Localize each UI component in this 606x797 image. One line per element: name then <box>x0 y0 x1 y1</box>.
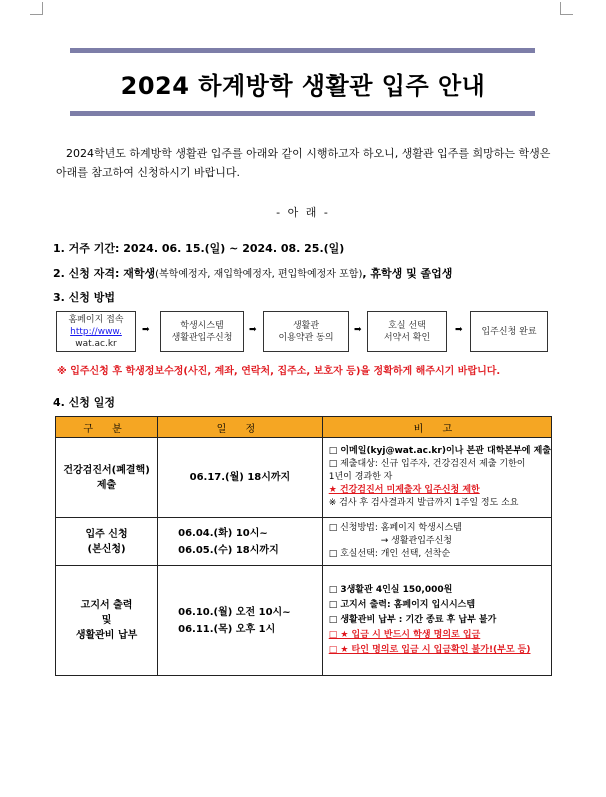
row-schedule <box>158 518 323 566</box>
step-label: 생활관 <box>292 320 320 331</box>
category-line: 제출 <box>96 479 117 491</box>
table-row <box>56 518 552 566</box>
category-line: 입주 신청 <box>85 528 128 540</box>
category-line: (본신청) <box>87 543 126 555</box>
schedule-table <box>55 416 552 676</box>
schedule-heading: 4. 신청 일정 <box>53 396 115 409</box>
row-schedule <box>158 438 323 518</box>
category-line: 건강검진서(폐결핵) <box>63 464 150 476</box>
schedule-line: 06.05.(수) 18시까지 <box>178 544 279 556</box>
note-line: □ 신청방법: 홈페이지 학생시스템 <box>328 523 462 533</box>
arrow-icon: ➡ <box>249 325 257 335</box>
note-line: □ 제출대상: 신규 입주자, 건강검진서 제출 기한이 <box>328 459 526 469</box>
step-label: 서약서 확인 <box>383 332 431 343</box>
schedule-line: 06.11.(목) 오후 1시 <box>178 623 276 635</box>
step-complete <box>470 311 548 352</box>
note-line: ※ 검사 후 검사결과지 발급까지 1주일 정도 소요 <box>328 498 519 508</box>
method-heading: 3. 신청 방법 <box>53 291 115 304</box>
note-line: → 생활관입주신청 <box>380 536 452 546</box>
eligibility-line <box>53 265 452 281</box>
table-row <box>56 438 552 518</box>
category-line: 생활관비 납부 <box>75 630 138 641</box>
note-line: □ 이메일(kyj@wat.ac.kr)이나 본관 대학본부에 제출 <box>328 446 551 456</box>
table-header-row <box>56 417 552 438</box>
title-bar-top <box>70 48 535 53</box>
step-label: wat.ac.kr <box>75 338 117 349</box>
step-label: 이용약관 동의 <box>278 332 334 343</box>
category-line: 고지서 출력 <box>80 600 133 611</box>
step-label: 호실 선택 <box>388 320 426 331</box>
intro-paragraph <box>56 144 556 182</box>
header-notes: 비 고 <box>322 417 551 438</box>
step-label: 홈페이지 접속 <box>68 314 124 325</box>
header-schedule: 일 정 <box>158 417 323 438</box>
row-notes <box>322 438 551 518</box>
schedule-line: 06.17.(월) 18시까지 <box>189 472 291 483</box>
student-info-notice: ※ 입주신청 후 학생정보수정(사진, 계좌, 연락처, 집주소, 보호자 등)을 정확하게 해주시기 바랍니다. <box>57 366 501 377</box>
table-row <box>56 566 552 676</box>
row-category <box>56 438 158 518</box>
note-line: ★ 건강검진서 미제출자 입주신청 제한 <box>328 485 480 495</box>
step-label: 학생시스템 <box>180 320 224 331</box>
row-notes <box>322 566 551 676</box>
note-line: □ 고지서 출력: 홈페이지 입시시스템 <box>328 600 476 610</box>
note-line: □ 호실선택: 개인 선택, 선착순 <box>328 549 451 559</box>
intro-text: 2024학년도 하계방학 생활관 입주를 아래와 같이 시행하고자 하오니, 생활관 입주를 희망하는 학생은 아래를 참고하여 신청하시기 바랍니다. <box>56 147 551 179</box>
step-homepage <box>56 311 136 352</box>
title-bar-bottom <box>70 111 535 116</box>
step-student-system <box>160 311 244 352</box>
note-line: 1년이 경과한 자 <box>328 472 393 482</box>
note-line: □ ★ 입금 시 반드시 학생 명의로 입금 <box>328 630 481 640</box>
page-corner-mark-left <box>30 2 43 15</box>
note-line: □ ★ 타인 명의로 입금 시 입금확인 불가!(부모 등) <box>328 645 531 655</box>
eligibility-label: 2. 신청 자격: 재학생 <box>53 267 156 280</box>
arrow-icon: ➡ <box>142 325 150 335</box>
step-room-selection <box>367 311 447 352</box>
note-line: □ 생활관비 납부 : 기간 종료 후 납부 불가 <box>328 615 497 625</box>
below-heading: - 아 래 - <box>276 206 330 219</box>
header-category: 구 분 <box>56 417 158 438</box>
row-category <box>56 566 158 676</box>
step-label: 생활관입주신청 <box>171 332 233 343</box>
step-label: 입주신청 완료 <box>481 326 537 337</box>
note-line: □ 3생활관 4인실 150,000원 <box>328 585 453 595</box>
period-line: 1. 거주 기간: 2024. 06. 15.(일) ~ 2024. 08. 25.(일) <box>53 242 345 255</box>
arrow-icon: ➡ <box>455 325 463 335</box>
schedule-line: 06.04.(화) 10시~ <box>178 527 268 539</box>
arrow-icon: ➡ <box>354 325 362 335</box>
homepage-link[interactable]: http://www. <box>70 326 122 337</box>
schedule-line: 06.10.(월) 오전 10시~ <box>178 606 291 618</box>
page-title: 2024 하계방학 생활관 입주 안내 <box>120 72 486 100</box>
eligibility-detail: (복학예정자, 재입학예정자, 편입학예정자 포함) <box>155 269 363 280</box>
row-category <box>56 518 158 566</box>
category-line: 및 <box>101 615 112 626</box>
step-terms-agreement <box>263 311 349 352</box>
page-corner-mark-right <box>560 2 573 15</box>
row-schedule <box>158 566 323 676</box>
eligibility-rest: , 휴학생 및 졸업생 <box>362 267 453 280</box>
row-notes <box>322 518 551 566</box>
